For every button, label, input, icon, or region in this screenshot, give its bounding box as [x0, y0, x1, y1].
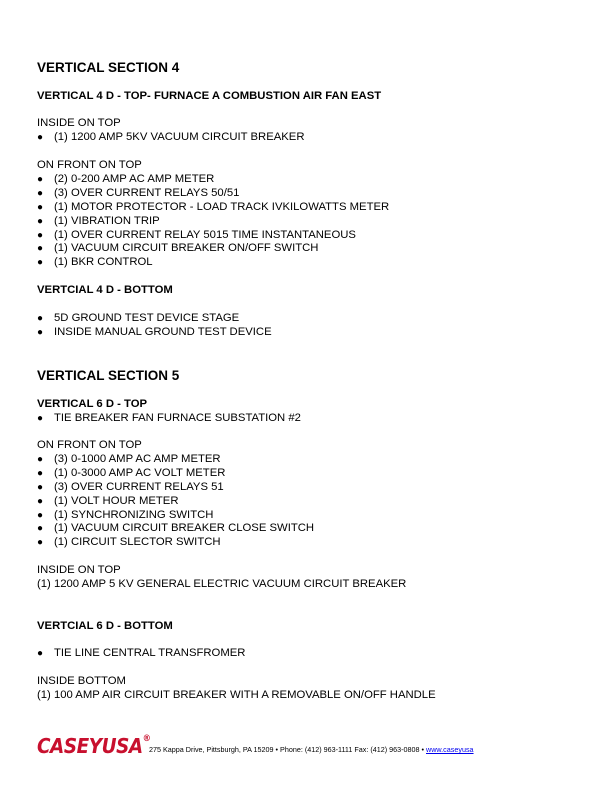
list-item-text: (1) SYNCHRONIZING SWITCH	[54, 508, 214, 521]
bullet-icon: ●	[37, 509, 44, 521]
list-item-text: INSIDE MANUAL GROUND TEST DEVICE	[54, 325, 272, 338]
section-5-top-heading: VERTICAL 6 D - TOP	[37, 398, 148, 410]
list-item	[37, 201, 389, 215]
list-item-text: (1) BKR CONTROL	[54, 256, 153, 269]
list-item-text: (1) VOLT HOUR METER	[54, 494, 179, 507]
bullet-icon: ●	[37, 243, 44, 255]
list-item	[37, 647, 245, 661]
section-5-top-list	[37, 412, 301, 426]
list-item-text: (2) 0-200 AMP AC AMP METER	[54, 173, 215, 185]
bullet-icon: ●	[37, 495, 44, 507]
list-item-text: TIE LINE CENTRAL TRANSFROMER	[54, 647, 246, 659]
list-item-text: TIE BREAKER FAN FURNACE SUBSTATION #2	[54, 412, 301, 424]
section-4-bottom-heading: VERTCIAL 4 D - BOTTOM	[37, 284, 173, 296]
bullet-icon: ●	[37, 229, 44, 241]
bullet-icon: ●	[37, 454, 44, 465]
footer-address	[149, 745, 474, 754]
list-item-text: (1) VACUUM CIRCUIT BREAKER CLOSE SWITCH	[54, 522, 315, 535]
registered-mark: ®	[142, 734, 151, 744]
list-item-text: (1) CIRCUIT SLECTOR SWITCH	[54, 536, 221, 549]
bullet-icon: ●	[37, 537, 44, 549]
section-5-front-label: ON FRONT ON TOP	[37, 439, 142, 451]
list-item-text: (1) 0-3000 AMP AC VOLT METER	[54, 466, 226, 479]
list-item	[37, 536, 314, 550]
section-4-inside-label: INSIDE ON TOP	[37, 117, 121, 129]
section-4-front-label: ON FRONT ON TOP	[37, 159, 142, 171]
section-5-bottom-list	[37, 647, 245, 661]
bullet-icon: ●	[37, 215, 44, 227]
list-item-text: (3) 0-1000 AMP AC AMP METER	[54, 453, 221, 465]
bullet-icon: ●	[37, 648, 44, 659]
bullet-icon: ●	[37, 313, 44, 324]
bullet-icon: ●	[37, 326, 44, 338]
list-item-text: 5D GROUND TEST DEVICE STAGE	[54, 312, 240, 324]
bullet-icon: ●	[37, 174, 44, 185]
section-4-front-list	[37, 173, 389, 270]
section-5-inside-label: INSIDE ON TOP	[37, 564, 121, 576]
list-item	[37, 509, 314, 523]
bullet-icon: ●	[37, 132, 44, 143]
website-link[interactable]: www.caseyusa	[426, 745, 474, 754]
list-item	[37, 481, 314, 495]
section-5-inside-bottom-label: INSIDE BOTTOM	[37, 675, 126, 687]
list-item	[37, 495, 314, 509]
bullet-icon: ●	[37, 257, 44, 269]
section-4-top-heading: VERTICAL 4 D - TOP- FURNACE A COMBUSTION AIR FAN EAST	[37, 90, 382, 102]
list-item	[37, 187, 389, 201]
address-text: 275 Kappa Drive, Pittsburgh, PA 15209 • Phone: (412) 963-1111 Fax: (412) 963-0808 •	[149, 745, 426, 754]
list-item	[37, 453, 314, 467]
list-item-text: (1) 1200 AMP 5KV VACUUM CIRCUIT BREAKER	[54, 131, 305, 143]
list-item	[37, 256, 389, 270]
list-item-text: (1) VACUUM CIRCUIT BREAKER ON/OFF SWITCH	[54, 242, 319, 255]
section-5-front-list	[37, 453, 314, 550]
section-5-bottom-heading: VERTCIAL 6 D - BOTTOM	[37, 620, 173, 632]
section-4-bottom-list	[37, 312, 272, 340]
bullet-icon: ●	[37, 413, 44, 424]
section-4-title: VERTICAL SECTION 4	[37, 60, 180, 75]
list-item	[37, 131, 305, 145]
list-item	[37, 412, 301, 426]
section-5-inside-bottom-text: (1) 100 AMP AIR CIRCUIT BREAKER WITH A REMOVABLE ON/OFF HANDLE	[37, 689, 436, 701]
page-footer	[37, 734, 577, 760]
bullet-icon: ●	[37, 467, 44, 479]
list-item-text: (1) OVER CURRENT RELAY 5015 TIME INSTANTANEOUS	[54, 228, 356, 241]
logo-text: CASEYUSA	[37, 734, 143, 758]
list-item-text: (3) OVER CURRENT RELAYS 51	[54, 480, 224, 493]
bullet-icon: ●	[37, 187, 44, 199]
list-item	[37, 312, 272, 326]
list-item	[37, 242, 389, 256]
list-item	[37, 215, 389, 229]
list-item	[37, 326, 272, 340]
list-item-text: (3) OVER CURRENT RELAYS 50/51	[54, 186, 240, 199]
bullet-icon: ●	[37, 481, 44, 493]
company-logo	[37, 734, 150, 758]
bullet-icon: ●	[37, 201, 44, 213]
section-4-inside-list	[37, 131, 305, 145]
bullet-icon: ●	[37, 523, 44, 535]
list-item	[37, 522, 314, 536]
list-item-text: (1) MOTOR PROTECTOR - LOAD TRACK IVKILOWATTS METER	[54, 200, 390, 213]
list-item	[37, 467, 314, 481]
list-item	[37, 229, 389, 243]
list-item-text: (1) VIBRATION TRIP	[54, 214, 160, 227]
section-5-title: VERTICAL SECTION 5	[37, 368, 180, 383]
section-5-inside-text: (1) 1200 AMP 5 KV GENERAL ELECTRIC VACUUM CIRCUIT BREAKER	[37, 578, 407, 590]
list-item	[37, 173, 389, 187]
